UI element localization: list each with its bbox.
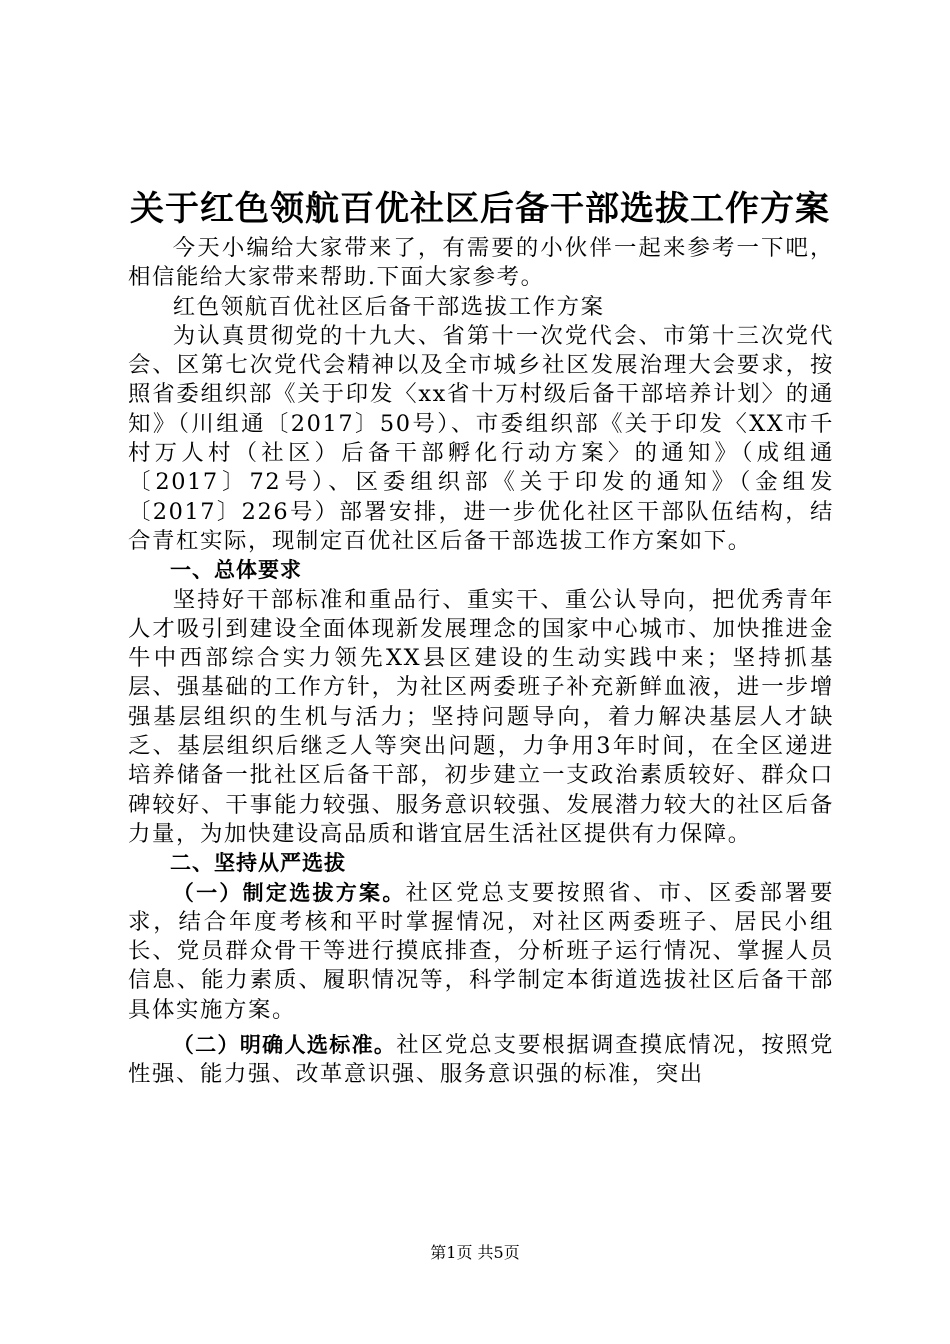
item-2-body: 社区党总支要根据调查摸底情况，按照党性强、能力强、改革意识强、服务意识强的标准，突出 bbox=[128, 1032, 834, 1088]
section-2-item-2 bbox=[128, 1031, 834, 1090]
section-2-item-1 bbox=[128, 879, 834, 1025]
item-1-body: 社区党总支要按照省、市、区委部署要求，结合年度考核和平时掌握情况，对社区两委班子、居民小组长、党员群众骨干等进行摸底排查，分析班子运行情况、掌握人员信息、能力素质、履职情况等，科学制定本街道选拔社区后备干部具体实施方案。 bbox=[128, 879, 835, 1023]
subtitle-line: 红色领航百优社区后备干部选拔工作方案 bbox=[172, 293, 605, 320]
document-title: 关于红色领航百优社区后备干部选拔工作方案 bbox=[130, 189, 830, 229]
item-1-lead: （一）制定选拔方案。 bbox=[172, 880, 406, 905]
section-1-paragraph: 坚持好干部标准和重品行、重实干、重公认导向，把优秀青年人才吸引到建设全面体现新发展理念的国家中心城市、加快推进金牛中西部综合实力领先XX县区建设的生动实践中来；坚持抓基层、强基础的工作方针，为社区两委班子补充新鲜血液，进一步增强基层组织的生机与活力；坚持问题导向，着力解决基层人才缺乏、基层组织后继乏人等突出问题，力争用3年时间，在全区递进培养储备一批社区后备干部，初步建立一支政治素质较好、群众口碑较好、干事能力较强、服务意识较强、发展潜力较大的社区后备力量，为加快建设高品质和谐宜居生活社区提供有力保障。 bbox=[128, 586, 834, 847]
preamble-paragraph: 为认真贯彻党的十九大、省第十一次党代会、市第十三次党代会、区第七次党代会精神以及全市城乡社区发展治理大会要求，按照省委组织部《关于印发〈xx省十万村级后备干部培养计划〉的通知》（川组通〔2017〕50号）、市委组织部《关于印发〈XX市千村万人村（社区）后备干部孵化行动方案〉的通知》（成组通〔2017〕72号）、区委组织部《关于印发的通知》（金组发〔2017〕226号）部署安排，进一步优化社区干部队伍结构，结合青杠实际，现制定百优社区后备干部选拔工作方案如下。 bbox=[128, 322, 834, 554]
intro-paragraph: 今天小编给大家带来了，有需要的小伙伴一起来参考一下吧，相信能给大家带来帮助.下面大家参考。 bbox=[128, 235, 834, 291]
section-2-heading: 二、坚持从严选拔 bbox=[170, 851, 346, 876]
section-1-heading: 一、总体要求 bbox=[170, 558, 302, 583]
document-body bbox=[128, 234, 834, 1090]
page-footer: 第1页 共5页 bbox=[430, 1243, 520, 1262]
item-2-lead: （二）明确人选标准。 bbox=[172, 1033, 397, 1058]
